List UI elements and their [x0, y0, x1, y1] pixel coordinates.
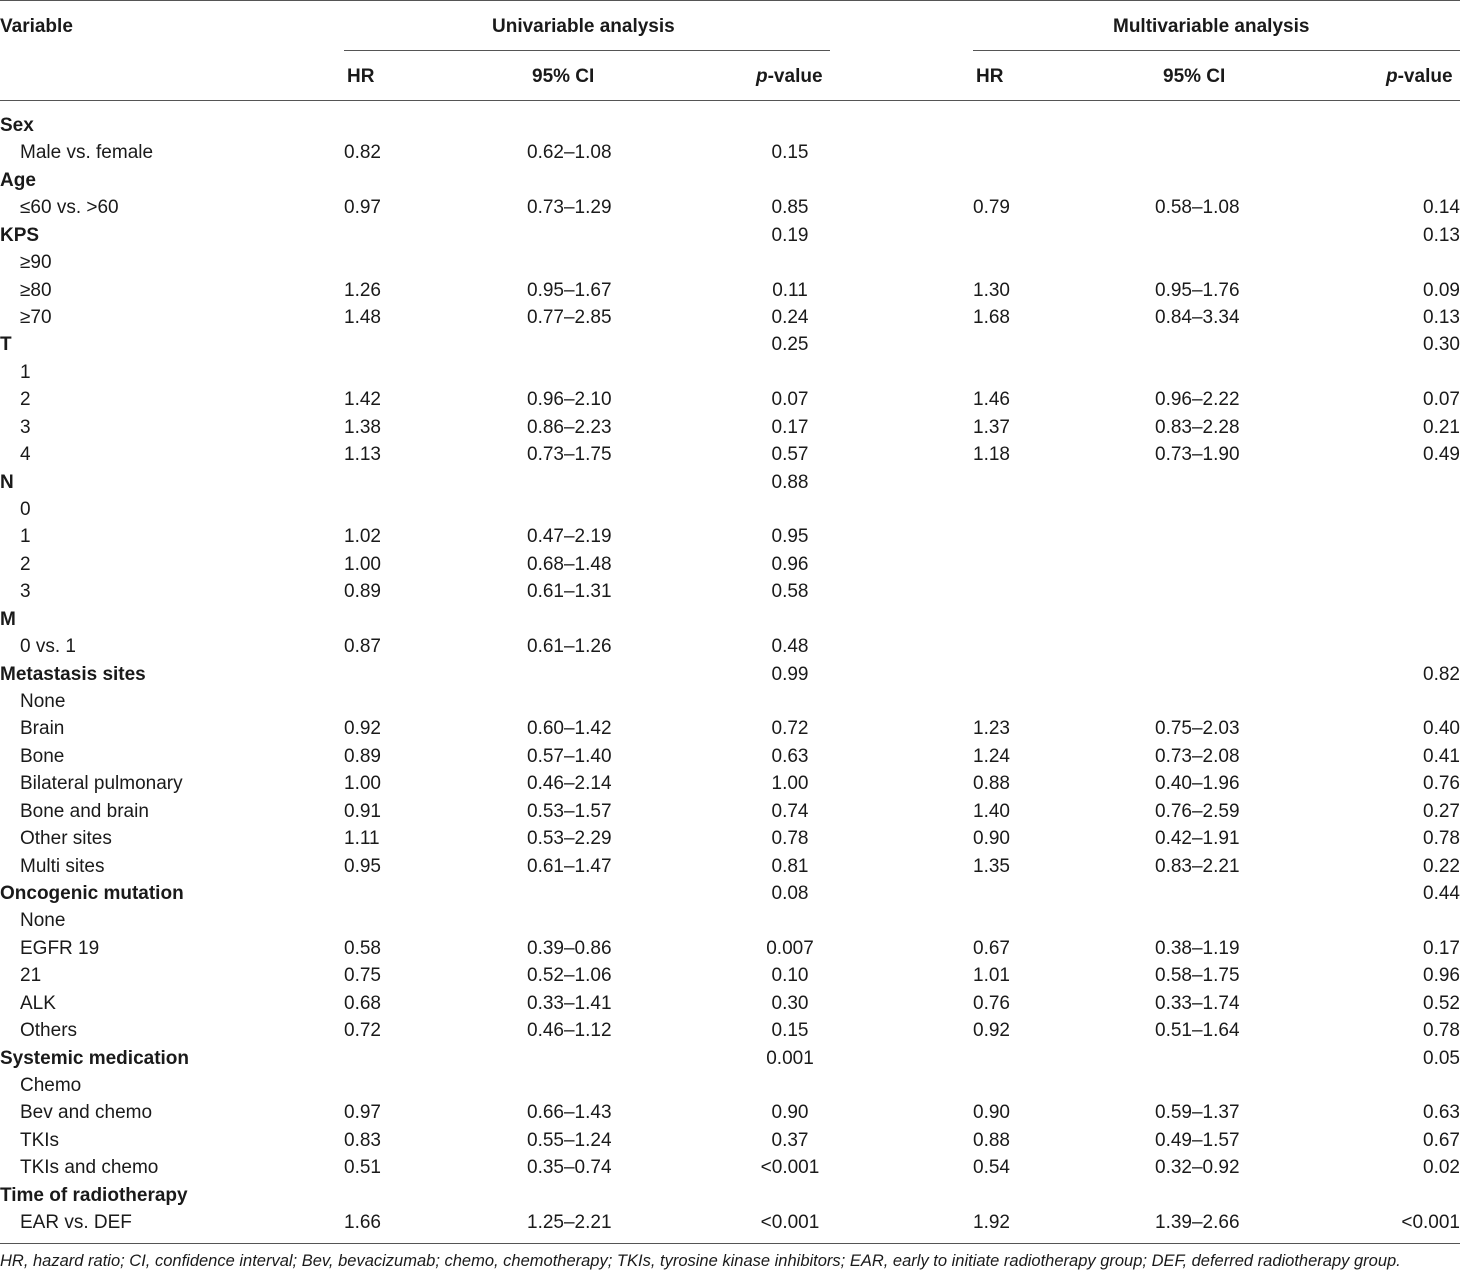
hr-univariable-cell: 0.82: [344, 142, 381, 164]
hr-multivariable-cell: 1.35: [973, 855, 1010, 877]
hr-multivariable-cell: 1.68: [973, 307, 1010, 328]
header-variable: Variable: [0, 16, 73, 37]
p-univariable-cell: 0.95: [771, 526, 809, 548]
p-univariable-cell: 0.19: [771, 224, 809, 246]
p-multivariable-cell: 0.40: [1423, 718, 1460, 740]
p-univariable-cell: 0.88: [771, 471, 809, 493]
hr-univariable-cell: 0.92: [344, 718, 381, 740]
variable-label: Brain: [20, 718, 65, 740]
p-multivariable-cell: 0.07: [1423, 389, 1460, 411]
p-multivariable-cell: 0.27: [1423, 800, 1460, 822]
ci-multivariable-cell: 0.95–1.76: [1155, 279, 1240, 301]
p-rest: -value: [767, 66, 823, 87]
ci-univariable-cell: 0.52–1.06: [527, 965, 612, 987]
variable-label: ≥70: [20, 307, 52, 328]
p-univariable-cell: 0.17: [771, 416, 809, 438]
table-group-row: [0, 1182, 1460, 1209]
ci-univariable-cell: 0.35–0.74: [527, 1157, 612, 1179]
variable-label: 3: [20, 416, 31, 438]
ci-multivariable-cell: 0.32–0.92: [1155, 1157, 1240, 1179]
hr-multivariable-cell: 1.37: [973, 416, 1010, 438]
hr-multivariable-cell: 1.23: [973, 718, 1010, 740]
hr-multivariable-cell: 0.92: [973, 1020, 1010, 1042]
variable-group-label: M: [0, 608, 16, 630]
variable-label: None: [20, 910, 66, 932]
header-p-univariable: [756, 66, 823, 88]
table-row: [0, 496, 1460, 523]
p-univariable-cell: 0.11: [772, 279, 808, 301]
hr-multivariable-cell: 1.46: [973, 389, 1010, 411]
table-row: [0, 853, 1460, 880]
variable-label: 1: [20, 361, 31, 383]
multivariable-underline: [973, 50, 1460, 51]
variable-label: Multi sites: [20, 855, 105, 877]
ci-univariable-cell: 0.77–2.85: [527, 307, 612, 328]
ci-multivariable-cell: 0.40–1.96: [1155, 773, 1240, 795]
ci-univariable-cell: 0.68–1.48: [527, 553, 612, 575]
hr-univariable-cell: 1.13: [344, 444, 381, 466]
p-univariable-cell: 0.24: [771, 307, 809, 328]
hr-multivariable-cell: 1.01: [973, 965, 1010, 987]
table-row: [0, 962, 1460, 989]
table-row: [0, 359, 1460, 386]
hr-univariable-cell: 0.75: [344, 965, 381, 987]
hr-multivariable-cell: 1.40: [973, 800, 1010, 822]
header-hr-univariable: HR: [347, 66, 375, 87]
variable-group-label: N: [0, 471, 14, 493]
p-univariable-cell: 0.74: [771, 800, 809, 822]
p-multivariable-cell: <0.001: [1401, 1212, 1460, 1234]
hr-univariable-cell: 1.66: [344, 1212, 381, 1234]
hr-univariable-cell: 0.51: [344, 1157, 381, 1179]
hr-univariable-cell: 0.87: [344, 636, 381, 658]
header-multivariable: Multivariable analysis: [1113, 16, 1310, 37]
variable-label: Bone and brain: [20, 800, 149, 822]
table-row: [0, 304, 1460, 331]
p-univariable-cell: <0.001: [760, 1157, 820, 1179]
p-multivariable-cell: 0.17: [1423, 937, 1460, 959]
ci-multivariable-cell: 0.83–2.28: [1155, 416, 1240, 438]
p-multivariable-cell: 0.30: [1423, 334, 1460, 356]
ci-multivariable-cell: 0.84–3.34: [1155, 307, 1240, 328]
variable-group-label: KPS: [0, 224, 40, 246]
variable-label: 4: [20, 444, 31, 466]
p-univariable-cell: 0.58: [771, 581, 809, 603]
header-ci-univariable: 95% CI: [532, 66, 595, 87]
table-row: [0, 1209, 1460, 1236]
table-group-row: [0, 167, 1460, 194]
hr-univariable-cell: 0.89: [344, 581, 381, 603]
variable-group-label: T: [0, 334, 12, 356]
hr-univariable-cell: 0.83: [344, 1129, 381, 1151]
hr-univariable-cell: 0.95: [344, 855, 381, 877]
ci-multivariable-cell: 0.73–2.08: [1155, 745, 1240, 767]
hr-multivariable-cell: 0.54: [973, 1157, 1010, 1179]
p-italic: p: [1386, 66, 1398, 87]
table-row: [0, 715, 1460, 742]
hr-multivariable-cell: 0.88: [973, 1129, 1010, 1151]
p-univariable-cell: 0.37: [771, 1129, 809, 1151]
p-univariable-cell: 0.15: [771, 142, 809, 164]
p-multivariable-cell: 0.49: [1423, 444, 1460, 466]
hr-univariable-cell: 1.00: [344, 773, 381, 795]
univariable-underline: [344, 50, 830, 51]
variable-group-label: Age: [0, 169, 36, 191]
variable-label: EAR vs. DEF: [20, 1212, 132, 1234]
variable-label: 0 vs. 1: [20, 636, 76, 658]
p-multivariable-cell: 0.09: [1423, 279, 1460, 301]
p-univariable-cell: 0.81: [771, 855, 809, 877]
table-row: [0, 551, 1460, 578]
table-row: [0, 1099, 1460, 1126]
hr-univariable-cell: 0.97: [344, 197, 381, 219]
hr-univariable-cell: 1.11: [344, 828, 380, 850]
variable-group-label: Time of radiotherapy: [0, 1184, 188, 1206]
table-row: [0, 1154, 1460, 1181]
variable-label: Others: [20, 1020, 78, 1042]
ci-univariable-cell: 0.46–1.12: [527, 1020, 612, 1042]
ci-univariable-cell: 0.57–1.40: [527, 745, 612, 767]
table-group-row: [0, 469, 1460, 496]
ci-multivariable-cell: 0.38–1.19: [1155, 937, 1240, 959]
table-row: [0, 1017, 1460, 1044]
p-univariable-cell: 0.10: [771, 965, 809, 987]
p-univariable-cell: 0.85: [771, 197, 809, 219]
ci-univariable-cell: 0.46–2.14: [527, 773, 612, 795]
table-row: [0, 441, 1460, 468]
ci-univariable-cell: 1.25–2.21: [527, 1212, 612, 1234]
hr-multivariable-cell: 1.30: [973, 279, 1010, 301]
ci-multivariable-cell: 0.51–1.64: [1155, 1020, 1240, 1042]
hr-univariable-cell: 0.89: [344, 745, 381, 767]
variable-label: 0: [20, 499, 31, 521]
table-row: [0, 935, 1460, 962]
p-multivariable-cell: 0.22: [1423, 855, 1460, 877]
header-p-multivariable: [1386, 66, 1453, 88]
p-univariable-cell: 0.15: [771, 1020, 809, 1042]
p-univariable-cell: 0.63: [771, 745, 809, 767]
ci-multivariable-cell: 0.76–2.59: [1155, 800, 1240, 822]
variable-label: Other sites: [20, 828, 112, 850]
p-univariable-cell: 0.48: [771, 636, 809, 658]
hr-univariable-cell: 0.97: [344, 1102, 381, 1124]
p-multivariable-cell: 0.63: [1423, 1102, 1460, 1124]
ci-univariable-cell: 0.86–2.23: [527, 416, 612, 438]
table-row: [0, 1127, 1460, 1154]
p-multivariable-cell: 0.05: [1423, 1047, 1460, 1069]
p-univariable-cell: 0.96: [771, 553, 809, 575]
variable-label: Bev and chemo: [20, 1102, 153, 1124]
table-row: [0, 249, 1460, 276]
variable-label: Bone: [20, 745, 65, 767]
table-row: [0, 825, 1460, 852]
ci-multivariable-cell: 0.83–2.21: [1155, 855, 1240, 877]
p-univariable-cell: 0.99: [771, 663, 809, 685]
p-multivariable-cell: 0.02: [1423, 1157, 1460, 1179]
ci-univariable-cell: 0.62–1.08: [527, 142, 612, 164]
variable-label: 2: [20, 553, 31, 575]
ci-multivariable-cell: 0.58–1.08: [1155, 197, 1240, 219]
ci-multivariable-cell: 1.39–2.66: [1155, 1212, 1240, 1234]
hr-univariable-cell: 0.68: [344, 992, 381, 1014]
variable-label: Chemo: [20, 1075, 82, 1097]
table-row: [0, 633, 1460, 660]
hr-multivariable-cell: 1.92: [973, 1212, 1010, 1234]
table-group-row: [0, 661, 1460, 688]
p-univariable-cell: 0.72: [771, 718, 809, 740]
ci-univariable-cell: 0.73–1.29: [527, 197, 612, 219]
hr-multivariable-cell: 0.90: [973, 828, 1010, 850]
table-footnote: HR, hazard ratio; CI, confidence interval; Bev, bevacizumab; chemo, chemotherapy; TKIs, tyrosine kinase inhibitors; EAR, early to initiate radiotherapy group; DEF, deferred radiotherapy group.: [0, 1252, 1401, 1270]
ci-multivariable-cell: 0.96–2.22: [1155, 389, 1240, 411]
variable-label: TKIs: [20, 1129, 60, 1151]
p-multivariable-cell: 0.67: [1423, 1129, 1460, 1151]
hr-multivariable-cell: 0.79: [973, 197, 1010, 219]
table-row: [0, 386, 1460, 413]
table-group-row: [0, 880, 1460, 907]
table-row: [0, 277, 1460, 304]
p-multivariable-cell: 0.78: [1423, 1020, 1460, 1042]
p-multivariable-cell: 0.52: [1423, 992, 1460, 1014]
p-univariable-cell: 0.08: [771, 883, 809, 905]
table-row: [0, 770, 1460, 797]
ci-univariable-cell: 0.53–1.57: [527, 800, 612, 822]
p-italic: p: [756, 66, 768, 87]
p-univariable-cell: 0.57: [771, 444, 809, 466]
hr-multivariable-cell: 0.67: [973, 937, 1010, 959]
p-univariable-cell: 0.25: [771, 334, 809, 356]
ci-univariable-cell: 0.47–2.19: [527, 526, 612, 548]
table-row: [0, 194, 1460, 221]
header-hr-multivariable: HR: [976, 66, 1004, 87]
ci-univariable-cell: 0.60–1.42: [527, 718, 612, 740]
p-multivariable-cell: 0.44: [1423, 883, 1460, 905]
table-group-row: [0, 1045, 1460, 1072]
hr-univariable-cell: 1.42: [344, 389, 381, 411]
ci-multivariable-cell: 0.73–1.90: [1155, 444, 1240, 466]
variable-group-label: Systemic medication: [0, 1047, 190, 1069]
table-row: [0, 798, 1460, 825]
table-row: [0, 139, 1460, 166]
ci-multivariable-cell: 0.59–1.37: [1155, 1102, 1240, 1124]
hr-univariable-cell: 0.72: [344, 1020, 381, 1042]
ci-univariable-cell: 0.39–0.86: [527, 937, 612, 959]
variable-label: 1: [20, 526, 31, 548]
hr-multivariable-cell: 0.76: [973, 992, 1010, 1014]
header-bottom-rule: [0, 100, 1460, 101]
ci-univariable-cell: 0.55–1.24: [527, 1129, 612, 1151]
p-univariable-cell: <0.001: [760, 1212, 820, 1234]
variable-group-label: Oncogenic mutation: [0, 883, 184, 905]
p-multivariable-cell: 0.21: [1423, 416, 1460, 438]
table-row: [0, 523, 1460, 550]
p-multivariable-cell: 0.41: [1423, 745, 1460, 767]
p-multivariable-cell: 0.82: [1423, 663, 1460, 685]
p-univariable-cell: 0.78: [771, 828, 809, 850]
variable-label: EGFR 19: [20, 937, 100, 959]
ci-univariable-cell: 0.61–1.31: [527, 581, 612, 603]
p-univariable-cell: 1.00: [771, 773, 809, 795]
variable-label: 21: [20, 965, 42, 987]
variable-label: ≥80: [20, 279, 52, 301]
table-row: [0, 907, 1460, 934]
p-multivariable-cell: 0.78: [1423, 828, 1460, 850]
ci-univariable-cell: 0.33–1.41: [527, 992, 612, 1014]
variable-group-label: Sex: [0, 115, 34, 136]
p-rest: -value: [1397, 66, 1453, 87]
p-multivariable-cell: 0.13: [1423, 224, 1460, 246]
ci-multivariable-cell: 0.42–1.91: [1155, 828, 1240, 850]
hr-univariable-cell: 1.38: [344, 416, 381, 438]
p-multivariable-cell: 0.13: [1423, 307, 1460, 328]
variable-label: ≥90: [20, 252, 52, 274]
ci-multivariable-cell: 0.33–1.74: [1155, 992, 1240, 1014]
table-row: [0, 688, 1460, 715]
table-top-rule: [0, 0, 1460, 1]
ci-univariable-cell: 0.61–1.26: [527, 636, 612, 658]
table-group-row: [0, 222, 1460, 249]
table-group-row: [0, 112, 1460, 139]
table-group-row: [0, 606, 1460, 633]
header-ci-multivariable: 95% CI: [1163, 66, 1226, 87]
variable-label: ≤60 vs. >60: [20, 197, 119, 219]
hr-univariable-cell: 0.58: [344, 937, 381, 959]
hr-univariable-cell: 1.26: [344, 279, 381, 301]
ci-univariable-cell: 0.95–1.67: [527, 279, 612, 301]
ci-multivariable-cell: 0.49–1.57: [1155, 1129, 1240, 1151]
ci-univariable-cell: 0.96–2.10: [527, 389, 612, 411]
ci-univariable-cell: 0.66–1.43: [527, 1102, 612, 1124]
hr-univariable-cell: 0.91: [344, 800, 381, 822]
variable-label: Male vs. female: [20, 142, 154, 164]
hr-multivariable-cell: 0.90: [973, 1102, 1010, 1124]
hr-multivariable-cell: 1.18: [973, 444, 1010, 466]
variable-label: None: [20, 691, 66, 713]
variable-group-label: Metastasis sites: [0, 663, 146, 685]
variable-label: ALK: [20, 992, 56, 1014]
variable-label: 3: [20, 581, 31, 603]
p-univariable-cell: 0.90: [771, 1102, 809, 1124]
header-univariable: Univariable analysis: [492, 16, 675, 37]
p-univariable-cell: 0.07: [771, 389, 809, 411]
p-univariable-cell: 0.007: [766, 937, 814, 959]
table-group-row: [0, 331, 1460, 358]
ci-univariable-cell: 0.61–1.47: [527, 855, 612, 877]
variable-label: TKIs and chemo: [20, 1157, 159, 1179]
table-row: [0, 578, 1460, 605]
hr-univariable-cell: 1.00: [344, 553, 381, 575]
ci-multivariable-cell: 0.75–2.03: [1155, 718, 1240, 740]
hr-multivariable-cell: 0.88: [973, 773, 1010, 795]
table-bottom-rule: [0, 1243, 1460, 1244]
table-row: [0, 1072, 1460, 1099]
variable-label: Bilateral pulmonary: [20, 773, 183, 795]
p-multivariable-cell: 0.14: [1423, 197, 1460, 219]
table-row: [0, 414, 1460, 441]
variable-label: 2: [20, 389, 31, 411]
ci-univariable-cell: 0.73–1.75: [527, 444, 612, 466]
hr-univariable-cell: 1.02: [344, 526, 381, 548]
p-multivariable-cell: 0.76: [1423, 773, 1460, 795]
ci-multivariable-cell: 0.58–1.75: [1155, 965, 1240, 987]
table-row: [0, 743, 1460, 770]
hr-multivariable-cell: 1.24: [973, 745, 1010, 767]
table-row: [0, 990, 1460, 1017]
ci-univariable-cell: 0.53–2.29: [527, 828, 612, 850]
hr-univariable-cell: 1.48: [344, 307, 381, 328]
p-multivariable-cell: 0.96: [1423, 965, 1460, 987]
p-univariable-cell: 0.30: [771, 992, 809, 1014]
p-univariable-cell: 0.001: [766, 1047, 814, 1069]
